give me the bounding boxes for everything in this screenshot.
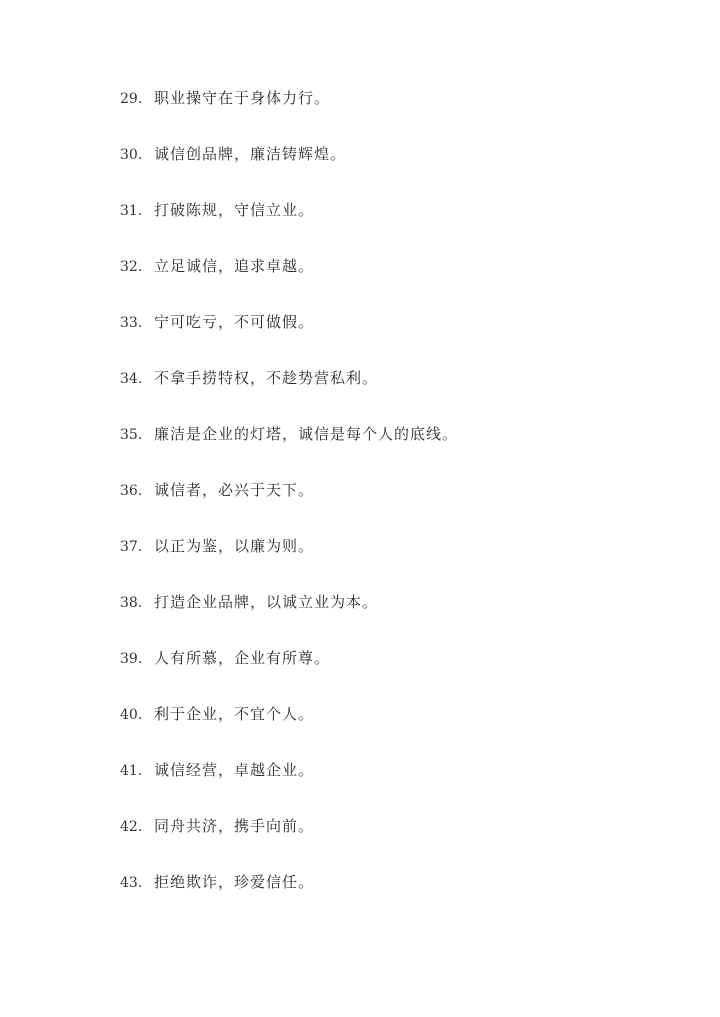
list-item [120,310,680,366]
item-text: 以正为鉴，以廉为则。 [154,537,315,555]
item-number: 37. [120,539,143,555]
item-text: 打破陈规，守信立业。 [154,201,315,219]
item-text: 诚信者，必兴于天下。 [154,481,315,499]
list-item [120,590,680,646]
item-text: 不拿手捞特权，不趁势营私利。 [154,369,379,387]
list-item [120,758,680,814]
item-text: 拒绝欺诈，珍爱信任。 [154,873,315,891]
item-number: 34. [120,371,143,387]
slogan-list [120,86,680,926]
list-item [120,422,680,478]
item-text: 立足诚信，追求卓越。 [154,257,315,275]
item-text: 诚信创品牌，廉洁铸辉煌。 [154,145,347,163]
item-text: 人有所慕，企业有所尊。 [154,649,331,667]
item-text: 廉洁是企业的灯塔，诚信是每个人的底线。 [154,425,459,443]
item-number: 36. [120,483,143,499]
item-number: 32. [120,259,143,275]
item-text: 诚信经营，卓越企业。 [154,761,315,779]
list-item [120,814,680,870]
list-item [120,478,680,534]
list-item [120,142,680,198]
item-number: 41. [120,763,143,779]
item-number: 35. [120,427,143,443]
list-item [120,702,680,758]
item-number: 38. [120,595,143,611]
list-item [120,86,680,142]
item-number: 33. [120,315,143,331]
list-item [120,198,680,254]
item-text: 同舟共济，携手向前。 [154,817,315,835]
list-item [120,254,680,310]
item-number: 43. [120,875,143,891]
item-number: 29. [120,91,143,107]
item-number: 30. [120,147,143,163]
list-item [120,870,680,926]
item-text: 利于企业，不宜个人。 [154,705,315,723]
item-text: 职业操守在于身体力行。 [154,89,331,107]
item-number: 39. [120,651,143,667]
list-item [120,366,680,422]
item-text: 宁可吃亏，不可做假。 [154,313,315,331]
item-text: 打造企业品牌，以诚立业为本。 [154,593,379,611]
item-number: 42. [120,819,143,835]
list-item [120,646,680,702]
list-item [120,534,680,590]
item-number: 40. [120,707,143,723]
item-number: 31. [120,203,143,219]
